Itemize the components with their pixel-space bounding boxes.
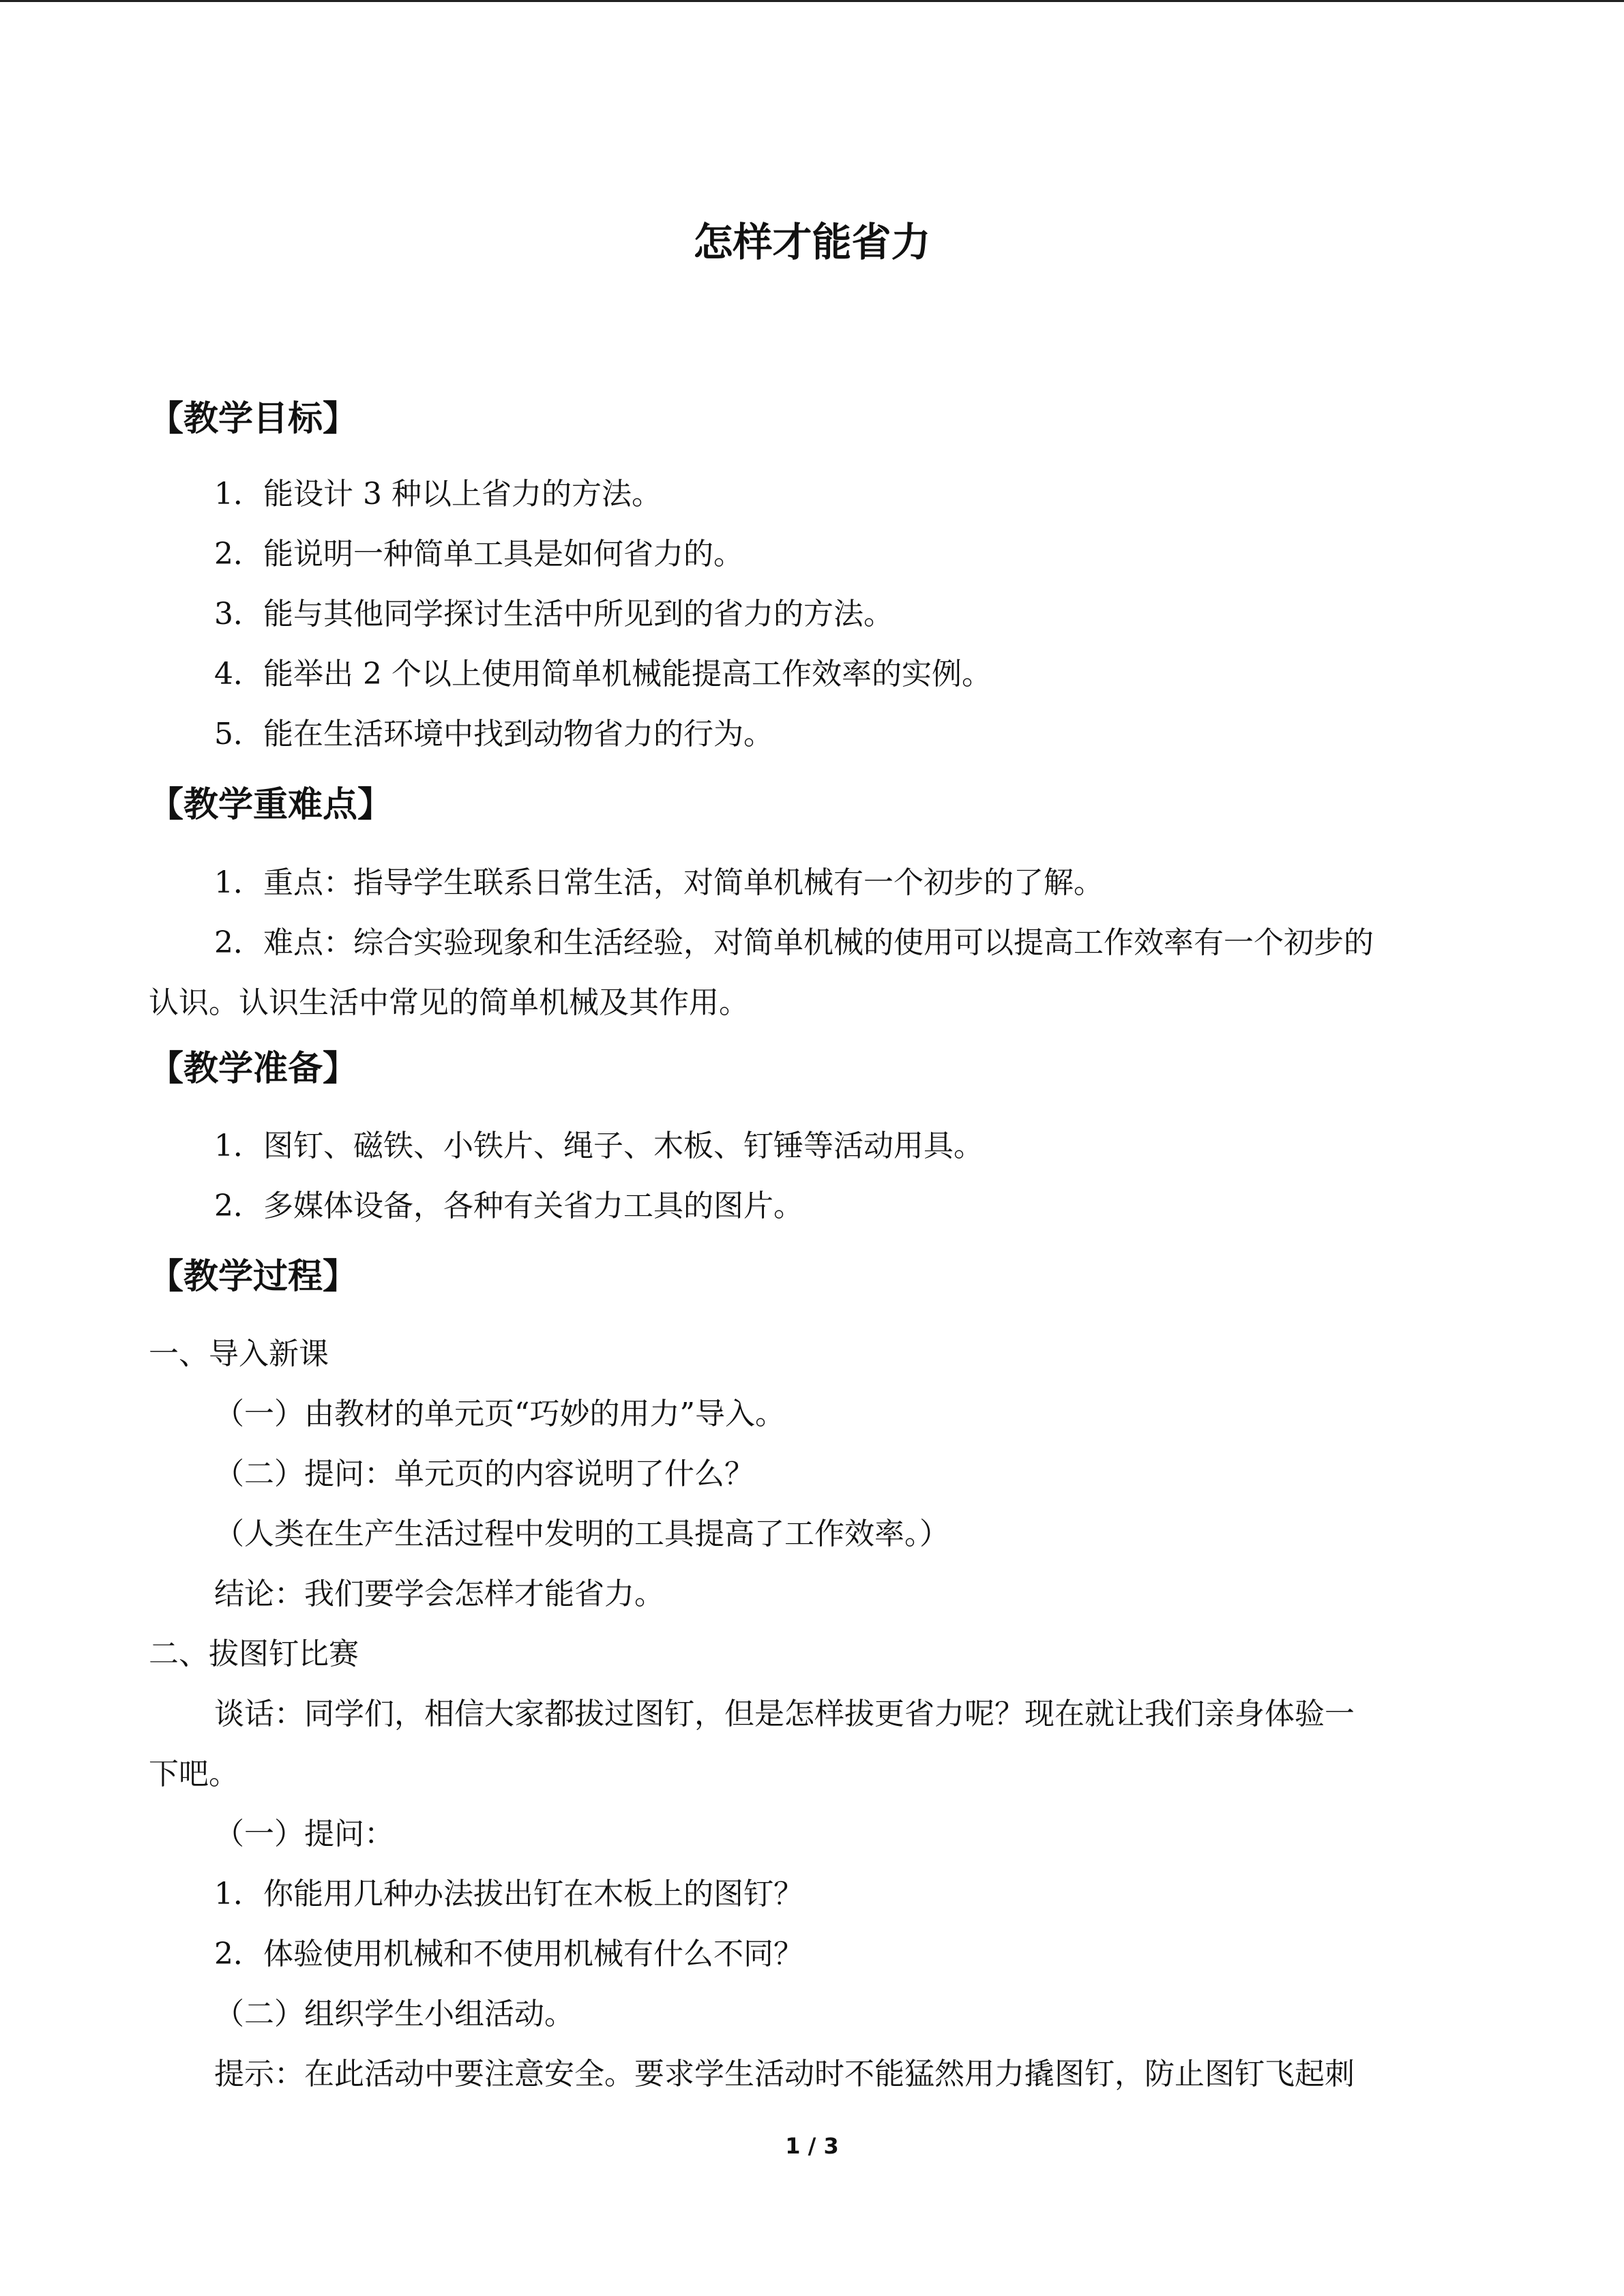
page-number: 1 / 3	[785, 2133, 839, 2159]
process-item: 提示：在此活动中要注意安全。要求学生活动时不能猛然用力撬图钉，防止图钉飞起刺	[214, 2057, 1355, 2091]
process-item: 结论：我们要学会怎样才能省力。	[214, 1577, 664, 1611]
process-item: 1．你能用几种办法拔出钉在木板上的图钉？	[214, 1877, 803, 1911]
heading-process: 【教学过程】	[149, 1257, 358, 1297]
process-item: （一）由教材的单元页“巧妙的用力”导入。	[214, 1397, 785, 1431]
process-item: 2．体验使用机械和不使用机械有什么不同？	[214, 1937, 803, 1971]
process-item: 谈话：同学们，相信大家都拔过图钉，但是怎样拔更省力呢？现在就让我们亲身体验一	[214, 1697, 1355, 1731]
process-section-title: 二、拔图钉比赛	[149, 1637, 359, 1671]
document-title: 怎样才能省力	[693, 219, 931, 265]
keypoint-item: 1．重点：指导学生联系日常生活，对简单机械有一个初步的了解。	[214, 865, 1104, 900]
goal-item: 2．能说明一种简单工具是如何省力的。	[214, 537, 743, 571]
top-border	[0, 0, 1624, 2]
goal-item: 4．能举出 2 个以上使用简单机械能提高工作效率的实例。	[214, 657, 992, 691]
process-item: （一）提问：	[214, 1817, 394, 1851]
goal-item: 5．能在生活环境中找到动物省力的行为。	[214, 717, 773, 751]
preparation-item: 2．多媒体设备，各种有关省力工具的图片。	[214, 1189, 803, 1223]
heading-keypoints: 【教学重难点】	[149, 785, 393, 825]
heading-preparation: 【教学准备】	[149, 1049, 358, 1089]
process-item: （人类在生产生活过程中发明的工具提高了工作效率。）	[214, 1517, 949, 1551]
goal-item: 3．能与其他同学探讨生活中所见到的省力的方法。	[214, 597, 894, 631]
preparation-item: 1．图钉、磁铁、小铁片、绳子、木板、钉锤等活动用具。	[214, 1129, 984, 1163]
process-item: （二）组织学生小组活动。	[214, 1997, 574, 2031]
process-item: 下吧。	[149, 1757, 239, 1791]
process-section-title: 一、导入新课	[149, 1337, 329, 1371]
keypoint-item: 认识。认识生活中常见的简单机械及其作用。	[149, 985, 749, 1020]
process-item: （二）提问：单元页的内容说明了什么？	[214, 1457, 754, 1491]
keypoint-item: 2．难点：综合实验现象和生活经验，对简单机械的使用可以提高工作效率有一个初步的	[214, 925, 1374, 960]
goal-item: 1．能设计 3 种以上省力的方法。	[214, 477, 662, 511]
heading-goals: 【教学目标】	[149, 399, 358, 439]
